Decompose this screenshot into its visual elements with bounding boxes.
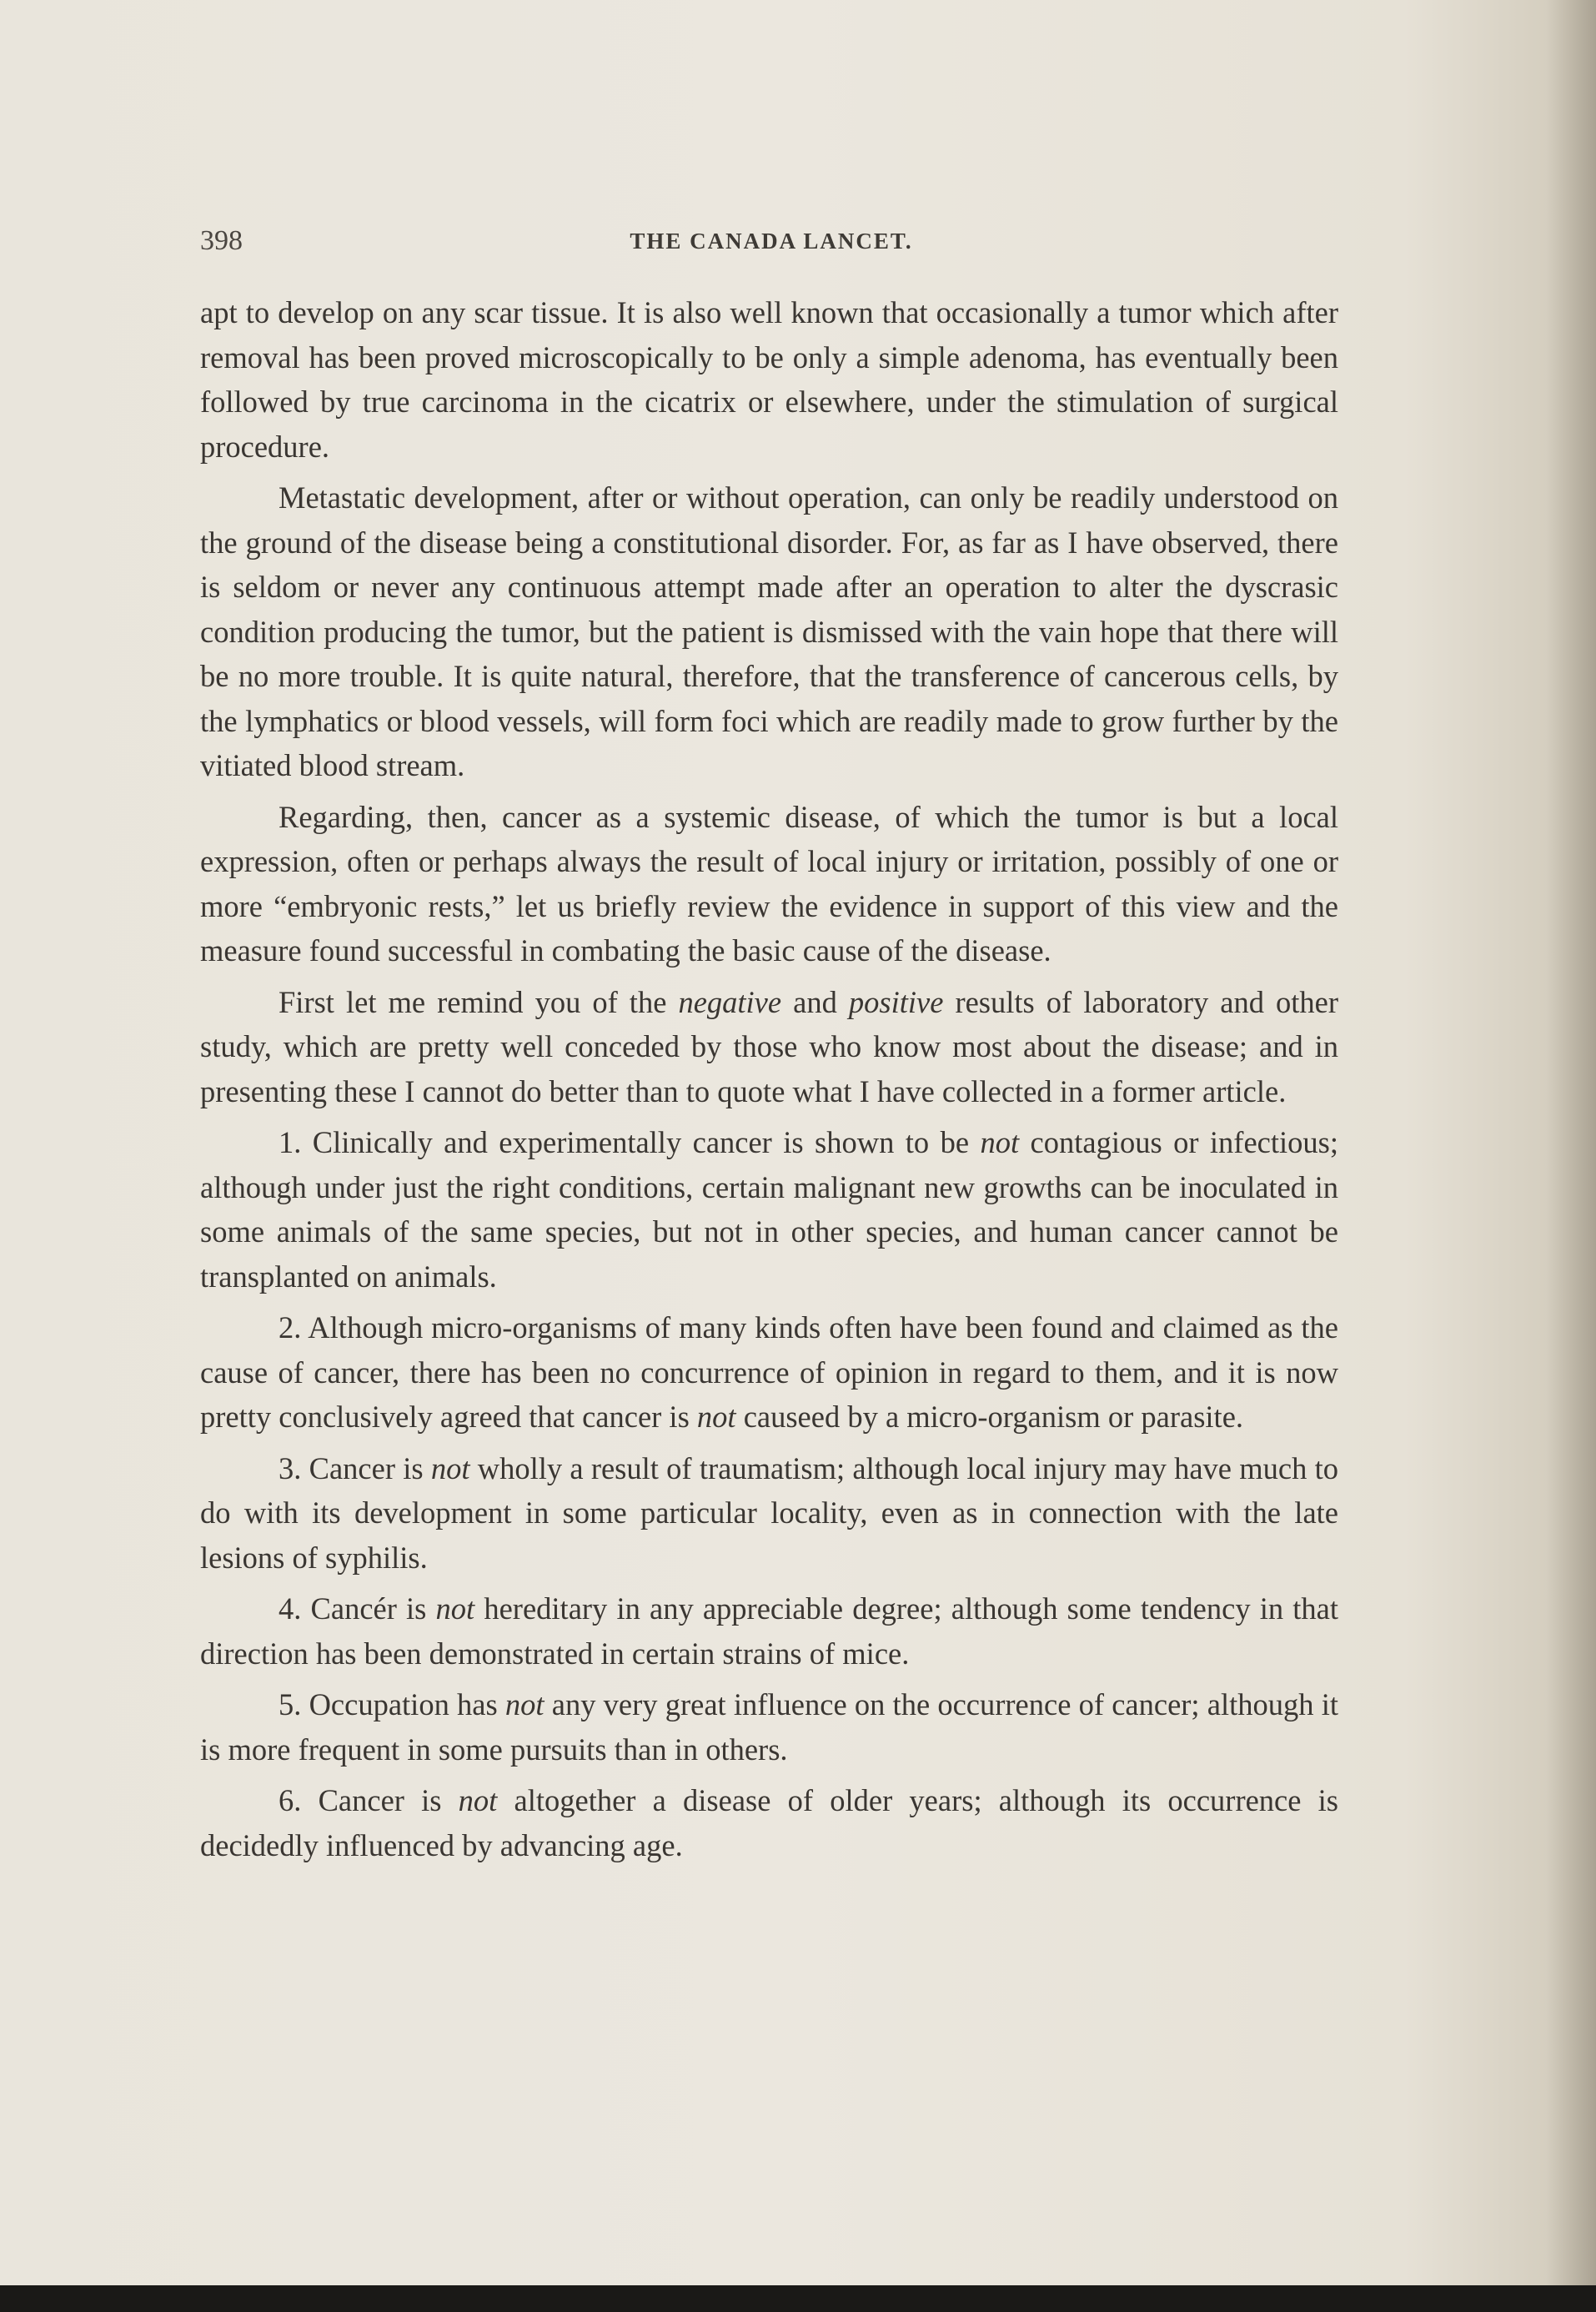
list-item-6 <box>200 1778 1338 1867</box>
body-text <box>200 290 1338 1874</box>
list-item-3 <box>200 1446 1338 1581</box>
running-head: THE CANADA LANCET. <box>630 229 913 254</box>
text-run: and <box>781 984 849 1019</box>
text-run: contagious or infectious; although under just the right conditions, certain malignant new growths can be inoculated in some animals of the same species, but not in other species, and human cancer cannot be transplanted on animals. <box>200 1125 1338 1294</box>
text-run: results of laboratory and other study, which are pretty well conceded by those who know most about the disease; and in presenting these I cannot do better than to quote what I have collected in a former article. <box>200 984 1339 1108</box>
text-run: wholly a result of traumatism; although local injury may have much to do with its development in some particular locality, even as in connection with the late lesions of syphilis. <box>200 1450 1338 1575</box>
text-run: any very great influence on the occurrence of cancer; although it is more frequent in some pursuits than in others. <box>200 1687 1338 1767</box>
list-item-5 <box>200 1682 1338 1772</box>
list-item-1 <box>200 1120 1338 1299</box>
emphasis-positive: positive <box>848 984 944 1019</box>
text-run: First let me remind you of the <box>279 984 679 1019</box>
paragraph-continuation: apt to develop on any scar tissue. It is also well known that occasionally a tumor which after removal has been proved microscopically to be only a simple adenoma, has eventually been followed by true carcinoma in the cicatrix or elsewhere, under the stimulation of surgical procedure. <box>200 295 1338 464</box>
page-header <box>200 225 1343 259</box>
text-run: 6. Cancer is <box>279 1783 459 1817</box>
emphasis-not: not <box>696 1400 736 1434</box>
text-run: causeed by a micro-organism or parasite. <box>735 1400 1244 1434</box>
emphasis-not: not <box>980 1125 1020 1159</box>
spine-shadow <box>1546 0 1596 2285</box>
emphasis-not: not <box>430 1450 470 1485</box>
text-run: 5. Occupation has <box>279 1687 505 1721</box>
page-number: 398 <box>200 225 243 256</box>
emphasis-negative: negative <box>678 984 782 1019</box>
emphasis-not: not <box>458 1783 498 1817</box>
list-item-2 <box>200 1305 1338 1440</box>
text-run: hereditary in any appreciable degree; although some tendency in that direction has been demonstrated in certain strains of mice. <box>200 1591 1339 1671</box>
paragraph-regarding: Regarding, then, cancer as a systemic disease, of which the tumor is but a local expression, often or perhaps always the result of local injury or irritation, possibly of one or more “embryonic rests,” let us briefly review the evidence in support of this view and the measure found successful in combating the basic cause of the disease. <box>200 799 1338 968</box>
text-run: 4. Cancér is <box>279 1591 436 1626</box>
scan-bottom-edge <box>0 2285 1596 2312</box>
list-item-4 <box>200 1586 1338 1676</box>
text-run: 3. Cancer is <box>279 1450 431 1485</box>
paragraph-metastatic: Metastatic development, after or without operation, can only be readily understood on the ground of the disease being a constitutional disorder. For, as far as I have observed, there is seldom or never any continuous attempt made after an operation to alter the dyscrasic condition producing the tumor, but the patient is dismissed with the vain hope that there will be no more trouble. It is quite natural, therefore, that the transference of cancerous cells, by the lymphatics or blood vessels, will form foci which are readily made to grow further by the vitiated blood stream. <box>200 480 1338 782</box>
text-run: altogether a disease of older years; although its occurrence is decidedly influenced by advancing age. <box>200 1783 1338 1862</box>
emphasis-not: not <box>504 1687 545 1721</box>
text-run: 2. Although micro-organisms of many kinds often have been found and claimed as the cause of cancer, there has been no concurrence of opinion in regard to them, and it is now pretty conclusively agreed that cancer is <box>200 1310 1338 1434</box>
paragraph-first-let-me <box>200 980 1338 1114</box>
text-run: 1. Clinically and experimentally cancer is shown to be <box>279 1125 981 1159</box>
emphasis-not: not <box>435 1591 475 1626</box>
